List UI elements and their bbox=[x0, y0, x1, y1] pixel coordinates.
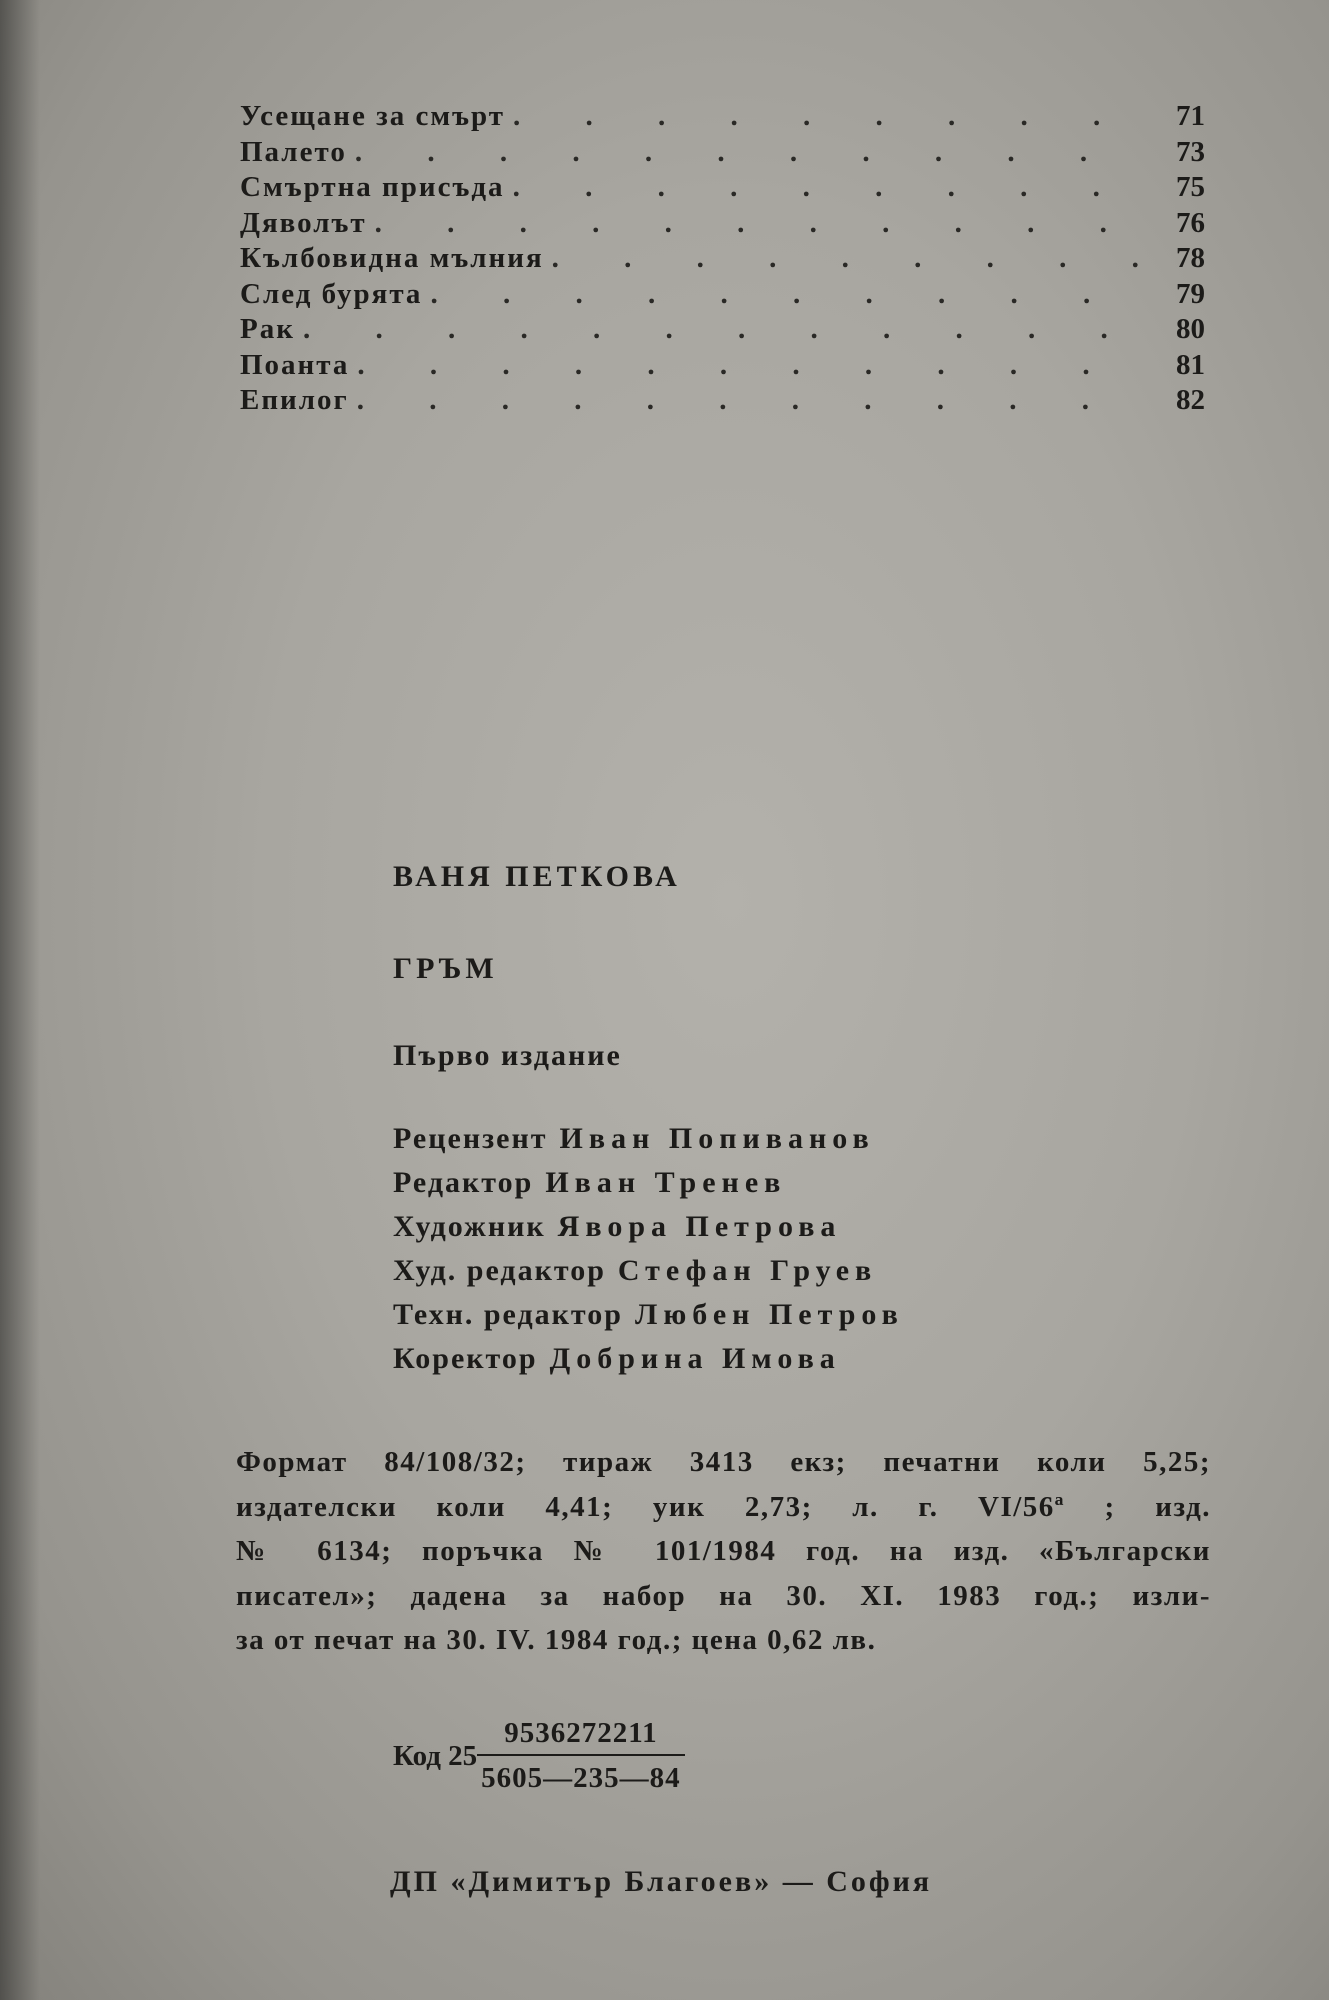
imprint-block bbox=[393, 860, 904, 1386]
toc-entry-page: 78 bbox=[1176, 242, 1205, 274]
toc-entry-page: 76 bbox=[1176, 206, 1205, 239]
edition-note: Първо издание bbox=[393, 1039, 622, 1072]
specs-line: за от печат на 30. IV. 1984 год.; цена 0,62 лв. bbox=[236, 1624, 877, 1656]
table-of-contents bbox=[240, 100, 1205, 420]
toc-entry bbox=[240, 278, 1205, 314]
code-label: Код 25 bbox=[393, 1739, 478, 1772]
specs-line: писател»; дадена за набор на 30. XI. 1983 год.; изли- bbox=[236, 1579, 1211, 1612]
catalog-code bbox=[393, 1717, 685, 1795]
toc-leader-dots bbox=[375, 207, 1153, 240]
toc-entry bbox=[240, 242, 1205, 278]
toc-entry bbox=[240, 100, 1205, 136]
toc-leader-dots bbox=[303, 313, 1153, 346]
credit-line bbox=[393, 1254, 904, 1298]
toc-entry bbox=[240, 384, 1205, 420]
toc-entry-page: 81 bbox=[1176, 348, 1205, 381]
code-numerator: 9536272211 bbox=[477, 1717, 685, 1756]
code-fraction bbox=[477, 1717, 685, 1795]
credit-line bbox=[393, 1298, 904, 1342]
toc-entry bbox=[240, 171, 1205, 207]
toc-leader-dots bbox=[430, 278, 1153, 311]
specs-line: № 6134; поръчка № 101/1984 год. на изд. «Български bbox=[236, 1535, 1211, 1567]
code-denominator: 5605—235—84 bbox=[481, 1762, 681, 1794]
credit-line bbox=[393, 1166, 904, 1210]
credit-role: Худ. редактор bbox=[393, 1254, 606, 1287]
credit-person: Добрина Имова bbox=[549, 1342, 841, 1375]
toc-entry-title: Рак bbox=[240, 313, 295, 345]
toc-leader-dots bbox=[513, 171, 1153, 204]
toc-leader-dots bbox=[513, 100, 1153, 133]
specs-line: Формат 84/108/32; тираж 3413 екз; печатни коли 5,25; bbox=[236, 1446, 1211, 1478]
toc-entry-title: Поанта bbox=[240, 348, 350, 381]
credit-role: Художник bbox=[393, 1210, 546, 1243]
credit-person: Явора Петрова bbox=[557, 1210, 842, 1243]
publisher-line: ДП «Димитър Благоев» — София bbox=[390, 1865, 933, 1898]
credits-list bbox=[393, 1122, 904, 1386]
page-edge-shadow bbox=[0, 0, 40, 2000]
toc-entry bbox=[240, 207, 1205, 243]
print-specifications bbox=[236, 1440, 1211, 1663]
book-title: ГРЪМ bbox=[393, 952, 498, 985]
credit-role: Техн. редактор bbox=[393, 1298, 623, 1331]
toc-leader-dots bbox=[355, 136, 1153, 169]
toc-entry-page: 75 bbox=[1176, 171, 1205, 203]
credit-person: Любен Петров bbox=[634, 1298, 904, 1331]
credit-role: Коректор bbox=[393, 1342, 538, 1375]
toc-entry-title: След бурята bbox=[240, 277, 423, 310]
toc-entry-page: 79 bbox=[1176, 277, 1205, 310]
author-name: ВАНЯ ПЕТКОВА bbox=[393, 860, 681, 893]
toc-entry-title: Дяволът bbox=[240, 206, 367, 239]
toc-entry-title: Палето bbox=[240, 135, 347, 168]
toc-entry-title: Кълбовидна мълния bbox=[240, 242, 544, 274]
toc-leader-dots bbox=[357, 384, 1153, 417]
toc-entry-page: 73 bbox=[1176, 135, 1205, 168]
toc-entry-page: 71 bbox=[1176, 100, 1205, 132]
credit-person: Иван Попиванов bbox=[559, 1122, 875, 1155]
toc-leader-dots bbox=[552, 242, 1153, 275]
toc-leader-dots bbox=[357, 349, 1153, 382]
credit-role: Редактор bbox=[393, 1166, 534, 1199]
toc-entry-title: Усещане за смърт bbox=[240, 100, 505, 132]
specs-line: издателски коли 4,41; уик 2,73; л. г. VI/56ª ; изд. bbox=[236, 1490, 1211, 1523]
credit-person: Стефан Груев bbox=[617, 1254, 878, 1287]
credit-role: Рецензент bbox=[393, 1122, 548, 1155]
credit-person: Иван Тренев bbox=[545, 1166, 787, 1199]
toc-entry bbox=[240, 313, 1205, 349]
toc-entry-page: 82 bbox=[1176, 384, 1205, 416]
credit-line bbox=[393, 1210, 904, 1254]
toc-entry-title: Епилог bbox=[240, 384, 349, 416]
credit-line bbox=[393, 1122, 904, 1166]
toc-entry-page: 80 bbox=[1176, 313, 1205, 345]
toc-entry bbox=[240, 349, 1205, 385]
credit-line bbox=[393, 1342, 904, 1386]
toc-entry bbox=[240, 136, 1205, 172]
toc-entry-title: Смъртна присъда bbox=[240, 171, 505, 203]
